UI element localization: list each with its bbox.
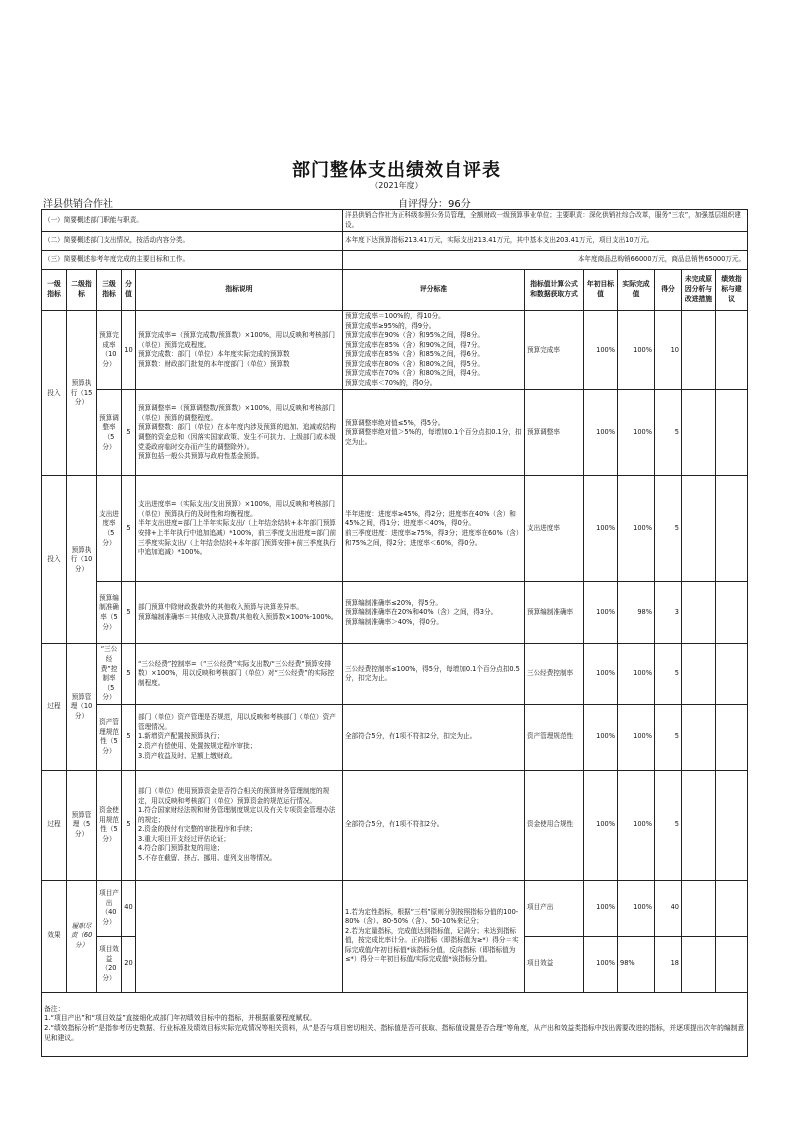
overview-content: 本年度商品总购销66000万元，商品总销售65000万元。 (343, 251, 748, 270)
points-cell: 18 (655, 936, 682, 992)
overview-label: （一）简要概述部门职能与职责。 (42, 210, 343, 232)
criteria-line: 预算编制准确率≤20%，得5分。 (345, 598, 442, 607)
criteria-cell (343, 476, 525, 582)
header-criteria: 评分标准 (343, 270, 525, 311)
header-description: 指标说明 (136, 270, 343, 311)
description-line: 3.资产收益及时、足额上缴财政。 (138, 751, 237, 760)
l1-cell: 过程 (42, 770, 67, 880)
criteria-line: 预算完成率＝100%的，得10分。 (345, 312, 445, 321)
description-line: 5.不存在截留、挤占、挪用、虚列支出等情况。 (138, 853, 277, 862)
description-line: 部门（单位）使用预算资金是否符合相关的预算财务管理制度的规定，用以反映和考核部门（单位）预算资金的规范运行情况。 (138, 787, 330, 805)
criteria-cell (343, 582, 525, 644)
header-l3: 三级指标 (97, 270, 122, 311)
self-score: 自评得分：96分 (398, 199, 471, 210)
reason-cell (682, 770, 716, 880)
header-initial: 年初目标值 (584, 270, 618, 311)
points-cell: 5 (655, 644, 682, 704)
criteria-line: 预算调整率绝对值≤5%，得5分。 (345, 418, 445, 427)
note-line: 1.“项目产出”和“项目效益”直接细化成部门年初绩效目标中的指标，并根据重要程度赋权。 (44, 1014, 317, 1023)
header-l1: 一级指标 (42, 270, 67, 311)
formula-cell: 三公经费控制率 (525, 644, 584, 704)
reason-cell (682, 936, 716, 992)
l3-cell: 项目产出（40分） (97, 880, 122, 936)
header-score-value: 分值 (122, 270, 136, 311)
criteria-line: 前三季度进度：进度率≥75%，得3分；进度率在60%（含）和75%之间，得2分；进度率＜60%，得0分。 (345, 528, 520, 547)
description-cell (136, 880, 343, 992)
criteria-line: 2.若为定量指标，完成值达到指标值，记满分；未达到指标值，按完成比率计分。正向指标（即指标值为≥*）得分＝实际完成值/年初目标值*该指标分值，反向指标（即指标值为≤*）得分＝年初目标值/实际完成值*该指标分值。 (345, 926, 519, 964)
description-line: 1.符合国家财经法规和财务管理制度规定以及有关专项资金管理办法的规定； (138, 806, 336, 824)
actual-cell: 100% (618, 311, 655, 390)
description-line: 4.符合部门预算批复的用途； (138, 844, 224, 853)
initial-cell: 100% (584, 476, 618, 582)
description-line: 3.重大项目开支经过评估论证； (138, 834, 231, 843)
reason-cell (682, 311, 716, 390)
description-cell (136, 476, 343, 582)
l2-cell: 预算执行（10分） (67, 476, 97, 644)
value-cell: 5 (122, 476, 136, 582)
description-line: 2.资产有偿使用、处置按规定程序审批； (138, 742, 257, 751)
notes-row (42, 992, 748, 1056)
criteria-cell (343, 880, 525, 992)
overview-label: （三）简要概述参考年度完成的主要目标和工作。 (42, 251, 343, 270)
criteria-line: 预算完成率在70%（含）和80%之间，得4分。 (345, 369, 485, 378)
formula-cell: 项目效益 (525, 936, 584, 992)
table-row (42, 390, 748, 476)
table-row (42, 770, 748, 880)
value-cell: 5 (122, 644, 136, 704)
l3-cell: 资金使用规范性（5分） (97, 770, 122, 880)
value-cell: 5 (122, 390, 136, 476)
value-cell: 5 (122, 582, 136, 644)
l2-cell: 预算管理（5分） (67, 770, 97, 880)
suggestion-cell (716, 476, 748, 582)
criteria-line: 预算调整率绝对值＞5%的，每增加0.1个百分点扣0.1分，扣完为止。 (345, 428, 522, 446)
description-cell (136, 704, 343, 770)
l3-cell: 项目效益（20分） (97, 936, 122, 992)
points-cell: 5 (655, 476, 682, 582)
overview-row (42, 232, 748, 251)
note-line: 2.“绩效指标分析”是指参考历史数据、行业标准及绩效目标实际完成情况等相关资料，从“是否与项目密切相关、指标值是否可获取、指标值设置是否合理”等角度，从产出和效益类指标中找出需要改进的指标，并逐项提出次年的编制意见和建议。 (44, 1024, 745, 1043)
overview-label: （二）简要概述部门支出情况，按活动内容分类。 (42, 232, 343, 251)
table-row (42, 582, 748, 644)
formula-cell: 预算调整率 (525, 390, 584, 476)
criteria-line: 全部符合5分，有1项不符扣2分，扣完为止。 (345, 732, 477, 741)
points-cell: 3 (655, 582, 682, 644)
table-row (42, 644, 748, 704)
initial-cell: 100% (584, 880, 618, 936)
formula-cell: 预算完成率 (525, 311, 584, 390)
l3-cell: 预算编制准确率（5分） (97, 582, 122, 644)
l2-cell: 履职尽责（60分） (67, 880, 97, 992)
criteria-cell (343, 644, 525, 704)
description-cell (136, 311, 343, 390)
note-line: 备注： (44, 1004, 65, 1013)
description-line: 预算调整数：部门（单位）在本年度内涉及预算的追加、追减或结构调整的资金总和（因落实国家政策、发生不可抗力、上级部门或本级党委政府临时交办而产生的调整除外）。 (138, 423, 336, 451)
description-line: 半年支出进度=部门上半年实际支出/（上年结余结转+本年部门预算安排+上半年执行中追加追减）*100%，前三季度支出进度=部门前三季度实际支出/（上年结余结转+本年部门预算安排+前三季度执行中追加追减）*100%。 (138, 519, 337, 557)
description-line: 部门（单位）资产管理是否规范，用以反映和考核部门（单位）资产管理情况。 (138, 713, 336, 731)
header-points: 得分 (655, 270, 682, 311)
actual-cell: 100% (618, 644, 655, 704)
suggestion-cell (716, 704, 748, 770)
initial-cell: 100% (584, 704, 618, 770)
description-cell (136, 644, 343, 704)
description-line: 预算完成数：部门（单位）本年度实际完成的预算数 (138, 350, 290, 359)
initial-cell: 100% (584, 582, 618, 644)
reason-cell (682, 582, 716, 644)
suggestion-cell (716, 770, 748, 880)
l2-cell: 预算执行（15分） (67, 311, 97, 476)
l3-cell: “三公经费”控制率（5分） (97, 644, 122, 704)
reason-cell (682, 476, 716, 582)
suggestion-cell (716, 936, 748, 992)
header-actual: 实际完成值 (618, 270, 655, 311)
formula-cell: 项目产出 (525, 880, 584, 936)
reason-cell (682, 644, 716, 704)
table-row (42, 476, 748, 582)
formula-cell: 资金使用合规性 (525, 770, 584, 880)
suggestion-cell (716, 390, 748, 476)
description-cell (136, 770, 343, 880)
criteria-line: 预算完成率在90%（含）和95%之间，得8分。 (345, 331, 485, 340)
criteria-line: 三公经费控制率≤100%，得5分，每增加0.1个百分点扣0.5分，扣完为止。 (345, 664, 520, 683)
actual-cell: 100% (618, 880, 655, 936)
l1-cell: 过程 (42, 644, 67, 770)
header-formula: 指标值计算公式和数据获取方式 (525, 270, 584, 311)
header-suggestion: 绩效指标与建议 (716, 270, 748, 311)
suggestion-cell (716, 582, 748, 644)
actual-cell: 100% (618, 476, 655, 582)
criteria-line: 预算编制准确率在20%和40%（含）之间，得3分。 (345, 608, 498, 617)
criteria-line: 1.若为定性指标，根据“三档”原则分别按照指标分值的100-80%（含）、80-50%（含）、50-10%来记分； (345, 907, 519, 926)
actual-cell: 100% (618, 770, 655, 880)
initial-cell: 100% (584, 644, 618, 704)
description-line: 预算包括一般公共预算与政府性基金预算。 (138, 452, 264, 461)
value-cell: 40 (122, 880, 136, 936)
performance-table (41, 209, 748, 1057)
table-row (42, 880, 748, 936)
points-cell: 10 (655, 311, 682, 390)
criteria-line: 预算完成率在80%（含）和80%之间，得5分。 (345, 359, 485, 368)
l1-cell: 投入 (42, 476, 67, 644)
points-cell: 40 (655, 880, 682, 936)
value-cell: 5 (122, 770, 136, 880)
suggestion-cell (716, 311, 748, 390)
actual-cell: 98% (618, 936, 655, 992)
description-line: 预算编制准确率＝其他收入决算数/其他收入预算数×100%-100%。 (138, 612, 338, 621)
value-cell: 5 (122, 704, 136, 770)
overview-content: 洋县供销合作社为正科级参照公务员管理，全额财政一级预算事业单位；主要职责：深化供销社综合改革，服务“三农”，加强基层组织建设。 (343, 210, 748, 232)
criteria-line: 全部符合5分，有1项不符扣2分。 (345, 820, 444, 829)
description-cell (136, 582, 343, 644)
description-line: 部门预算中除财政拨款外的其他收入预算与决算差异率。 (138, 603, 303, 612)
description-line: 预算完成率=（预算完成数/预算数）×100%，用以反映和考核部门（单位）预算完成程度。 (138, 331, 335, 349)
criteria-cell (343, 704, 525, 770)
fiscal-year: （2021年度） (370, 181, 423, 190)
description-line: 1.新增资产配置按预算执行； (138, 732, 224, 741)
criteria-line: 预算完成率在85%（含）和85%之间，得6分。 (345, 350, 485, 359)
criteria-cell (343, 770, 525, 880)
l3-cell: 预算调整率（5分） (97, 390, 122, 476)
criteria-cell (343, 311, 525, 390)
l1-cell: 投入 (42, 311, 67, 476)
org-name: 洋县供销合作社 (43, 199, 113, 210)
formula-cell: 资产管理规范性 (525, 704, 584, 770)
l2-cell: 预算管理（10分） (67, 644, 97, 770)
actual-cell: 100% (618, 390, 655, 476)
suggestion-cell (716, 880, 748, 936)
criteria-line: 预算编制准确率＞40%，得0分。 (345, 617, 443, 626)
reason-cell (682, 390, 716, 476)
overview-row (42, 210, 748, 232)
description-line: 支出进度率=（实际支出/支出预算）×100%，用以反映和考核部门（单位）预算执行的及时性和均衡程度。 (138, 500, 335, 518)
header-reason: 未完成原因分析与改进措施 (682, 270, 716, 311)
description-line: 预算调整率=（预算调整数/预算数）×100%，用以反映和考核部门（单位）预算的调整程度。 (138, 404, 335, 422)
notes-cell (42, 992, 748, 1056)
overview-row (42, 251, 748, 270)
header-l2: 二级指标 (67, 270, 97, 311)
points-cell: 5 (655, 390, 682, 476)
initial-cell: 100% (584, 936, 618, 992)
value-cell: 20 (122, 936, 136, 992)
header-row (42, 270, 748, 311)
table-row (42, 311, 748, 390)
description-line: 2.资金的拨付有完整的审批程序和手续； (138, 825, 257, 834)
suggestion-cell (716, 644, 748, 704)
criteria-line: 半年进度：进度率≥45%，得2分；进度率在40%（含）和45%之间，得1分；进度率＜40%，得0分。 (345, 509, 516, 528)
overview-content: 本年度下达预算指标213.41万元，实际支出213.41万元，其中基本支出203.41万元，项目支出10万元。 (343, 232, 748, 251)
l3-cell: 预算完成率（10分） (97, 311, 122, 390)
description-line: 预算数：财政部门批复的本年度部门（单位）预算数 (138, 359, 290, 368)
actual-cell: 98% (618, 582, 655, 644)
description-cell (136, 390, 343, 476)
criteria-cell (343, 390, 525, 476)
points-cell: 5 (655, 770, 682, 880)
formula-cell: 预算编制准确率 (525, 582, 584, 644)
l1-cell: 效果 (42, 880, 67, 992)
initial-cell: 100% (584, 311, 618, 390)
l3-cell: 资产管理规范性（5分） (97, 704, 122, 770)
criteria-line: 预算完成率＜70%的，得0分。 (345, 378, 437, 387)
initial-cell: 100% (584, 390, 618, 476)
l3-cell: 支出进度率（5分） (97, 476, 122, 582)
table-row (42, 704, 748, 770)
criteria-line: 预算完成率≥95%的，得9分。 (345, 321, 436, 330)
page-title: 部门整体支出绩效自评表 (292, 160, 501, 181)
value-cell: 10 (122, 311, 136, 390)
reason-cell (682, 704, 716, 770)
reason-cell (682, 880, 716, 936)
points-cell: 5 (655, 704, 682, 770)
initial-cell: 100% (584, 770, 618, 880)
criteria-line: 预算完成率在85%（含）和90%之间，得7分。 (345, 340, 485, 349)
description-line: “三公经费”控制率=（“三公经费”实际支出数/“三公经费”预算安排数）×100%，用以反映和考核部门（单位）对“三公经费”的实际控制程度。 (138, 659, 335, 687)
actual-cell: 100% (618, 704, 655, 770)
formula-cell: 支出进度率 (525, 476, 584, 582)
